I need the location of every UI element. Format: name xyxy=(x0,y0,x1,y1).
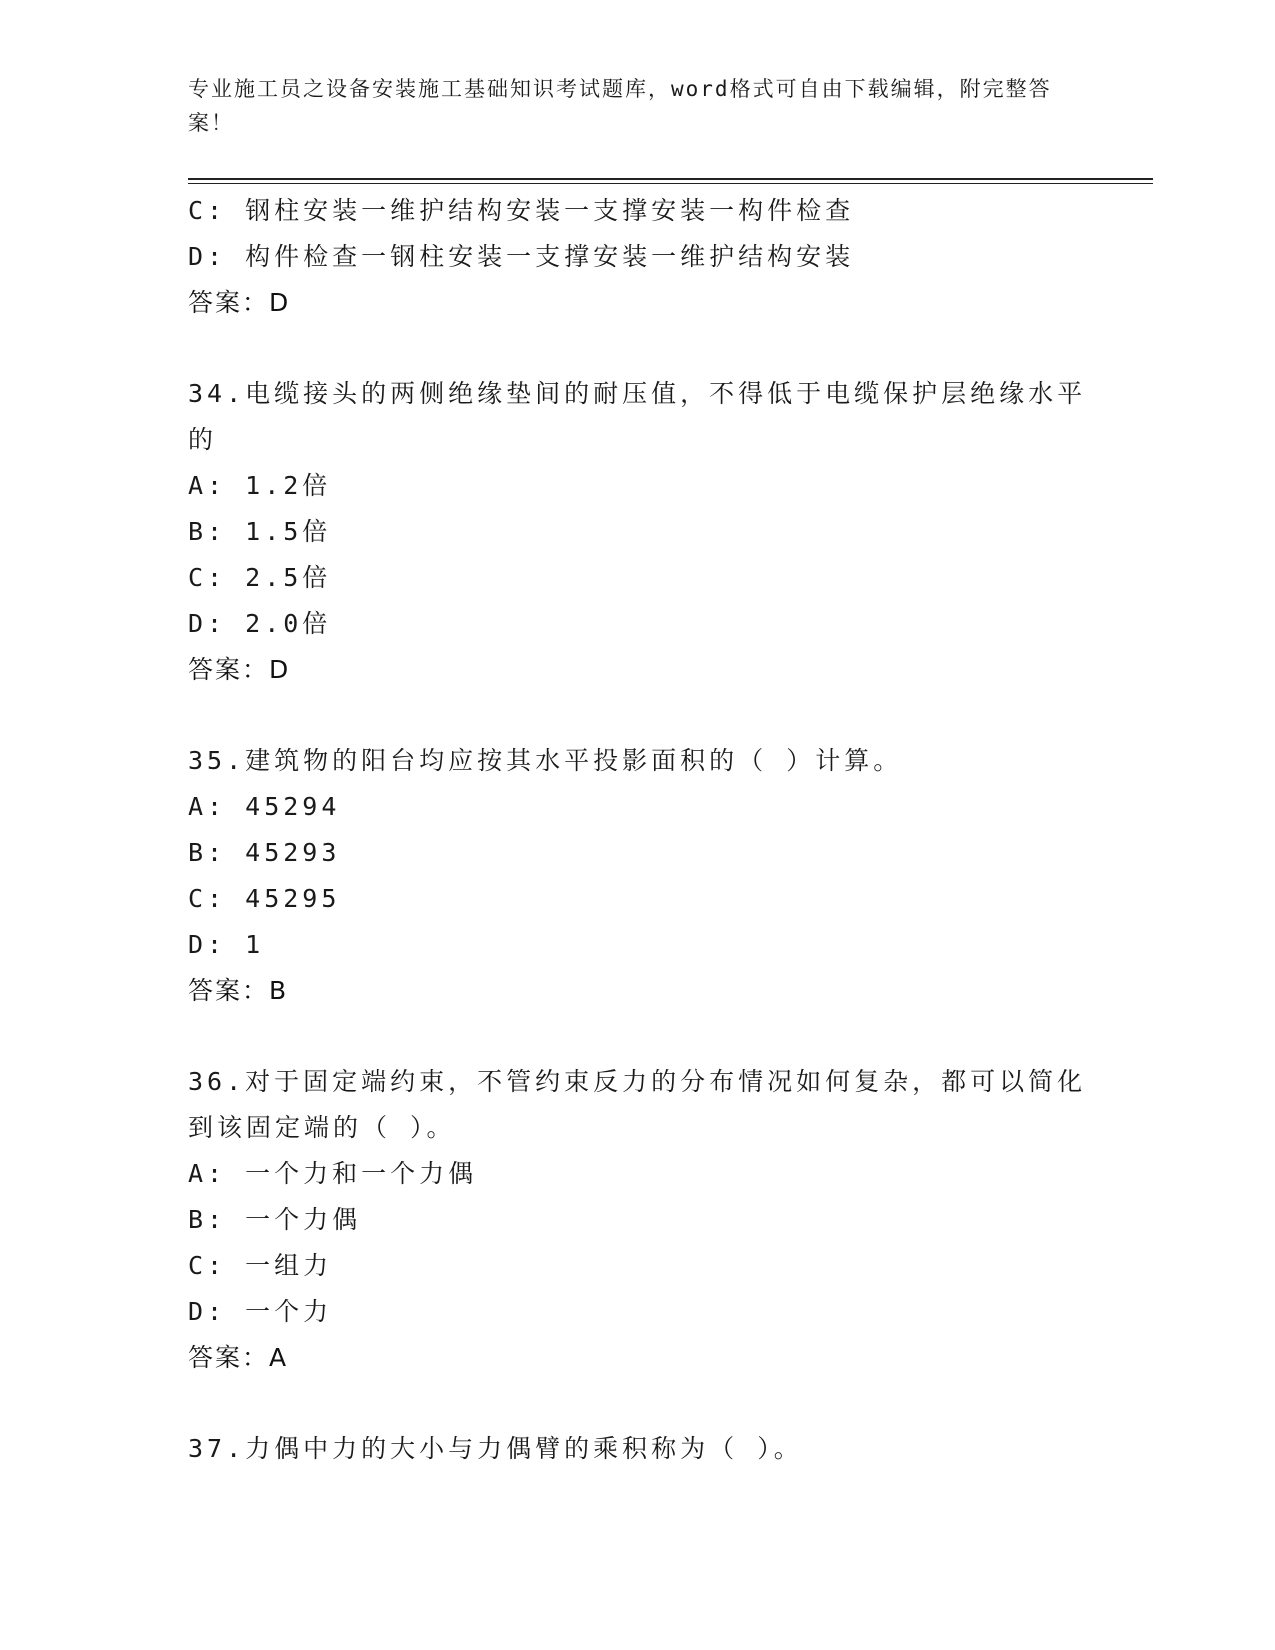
answer-label: 答案：D xyxy=(188,288,291,317)
answer-label: 答案：A xyxy=(188,1343,289,1372)
option-d: D: 一个力 xyxy=(188,1297,333,1326)
question-title: 35.建筑物的阳台均应按其水平投影面积的（ ）计算。 xyxy=(188,746,903,775)
option-d: D: 构件检查一钢柱安装一支撑安装一维护结构安装 xyxy=(188,242,855,271)
option-a: A: 45294 xyxy=(188,792,341,821)
option-a: A: 1.2倍 xyxy=(188,471,332,500)
question-block-36 xyxy=(188,1059,1088,1381)
option-d: D: 1 xyxy=(188,930,265,959)
question-block-33 xyxy=(188,188,1088,326)
option-c: C: 45295 xyxy=(188,884,341,913)
option-d: D: 2.0倍 xyxy=(188,609,332,638)
option-b: B: 45293 xyxy=(188,838,341,867)
question-list xyxy=(188,188,1088,1472)
option-c: C: 2.5倍 xyxy=(188,563,332,592)
document-header: 专业施工员之设备安装施工基础知识考试题库，word格式可自由下载编辑，附完整答案！ xyxy=(188,77,1052,135)
question-title: 36.对于固定端约束，不管约束反力的分布情况如何复杂，都可以简化到该固定端的（ ）。 xyxy=(188,1067,1087,1142)
question-block-37 xyxy=(188,1426,1088,1472)
option-c: C: 一组力 xyxy=(188,1251,333,1280)
option-b: B: 1.5倍 xyxy=(188,517,332,546)
question-title: 34.电缆接头的两侧绝缘垫间的耐压值，不得低于电缆保护层绝缘水平的 xyxy=(188,379,1087,454)
answer-label: 答案：D xyxy=(188,655,291,684)
option-c: C: 钢柱安装一维护结构安装一支撑安装一构件检查 xyxy=(188,196,855,225)
answer-label: 答案：B xyxy=(188,976,289,1005)
question-block-35 xyxy=(188,738,1088,1014)
option-a: A: 一个力和一个力偶 xyxy=(188,1159,478,1188)
question-block-34 xyxy=(188,371,1088,693)
header-rule-thick xyxy=(188,178,1153,180)
question-title: 37.力偶中力的大小与力偶臂的乘积称为（ ）。 xyxy=(188,1434,803,1463)
option-b: B: 一个力偶 xyxy=(188,1205,362,1234)
header-rule-thin xyxy=(188,183,1153,184)
